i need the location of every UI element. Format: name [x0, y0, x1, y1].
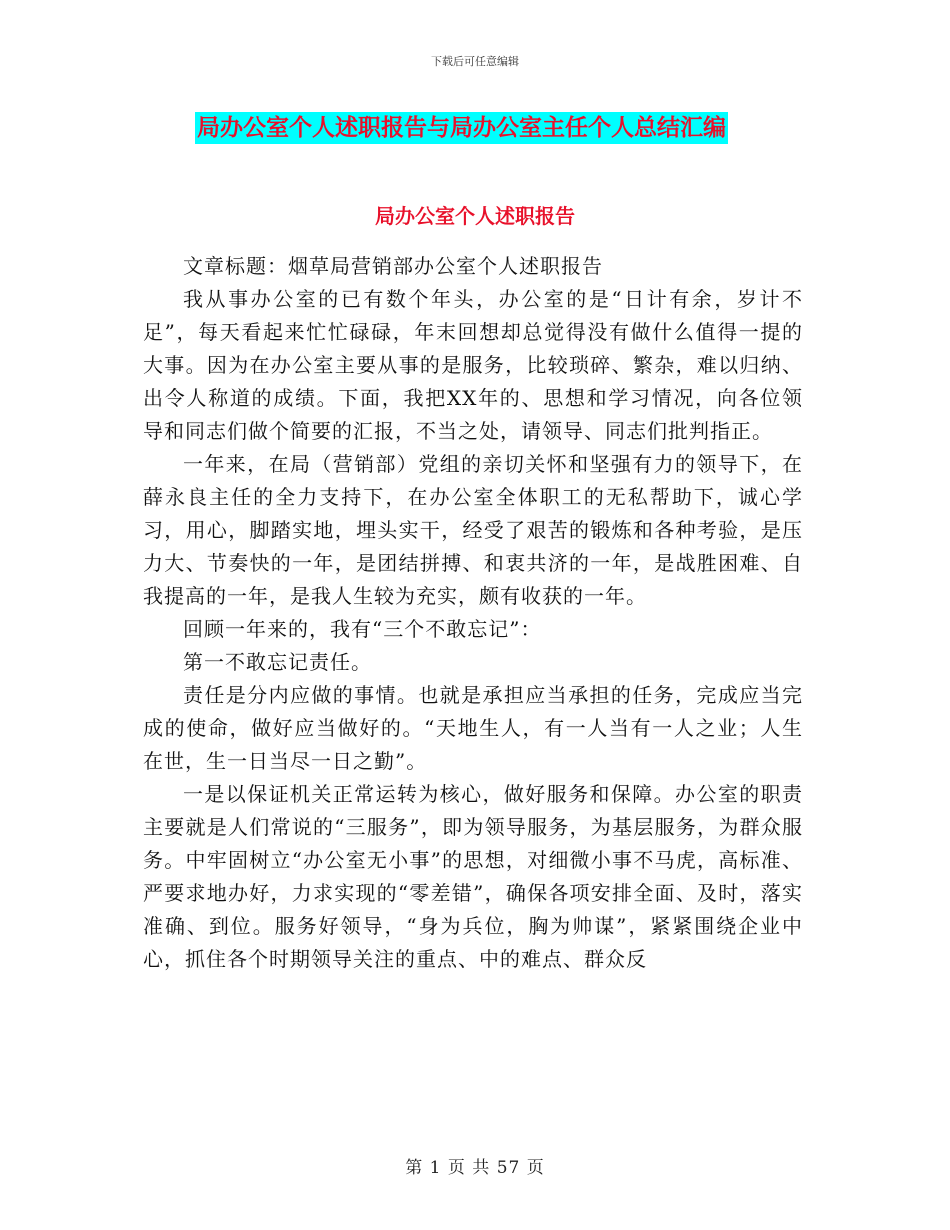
document-body: [143, 250, 803, 976]
paragraph: 一年来，在局（营销部）党组的亲切关怀和坚强有力的领导下，在薛永良主任的全力支持下，在办公室全体职工的无私帮助下，诚心学习，用心，脚踏实地，埋头实干，经受了艰苦的锻炼和各种考验，是压力大、节奏快的一年，是团结拼搏、和衷共济的一年，是战胜困难、自我提高的一年，是我人生较为充实，颇有收获的一年。: [143, 452, 803, 608]
article-title-line: 文章标题：烟草局营销部办公室个人述职报告: [183, 254, 603, 278]
header-note: 下载后可任意编辑: [431, 55, 519, 68]
paragraph: 第一不敢忘记责任。: [183, 650, 372, 674]
paragraph: 一是以保证机关正常运转为核心，做好服务和保障。办公室的职责主要就是人们常说的“三服务”，即为领导服务，为基层服务，为群众服务。中牢固树立“办公室无小事”的思想，对细微小事不马虎，高标准、严要求地办好，力求实现的“零差错”，确保各项安排全面、及时，落实准确、到位。服务好领导，“身为兵位，胸为帅谋”，紧紧围绕企业中心，抓住各个时期领导关注的重点、中的难点、群众反: [143, 782, 803, 971]
page-footer: 第 1 页 共 57 页: [405, 1158, 545, 1178]
document-main-title: 局办公室个人述职报告与局办公室主任个人总结汇编: [195, 112, 728, 144]
paragraph: 我从事办公室的已有数个年头，办公室的是“日计有余，岁计不足”，每天看起来忙忙碌碌，年末回想却总觉得没有做什么值得一提的大事。因为在办公室主要从事的是服务，比较琐碎、繁杂，难以归纳、出令人称道的成绩。下面，我把XX年的、思想和学习情况，向各位领导和同志们做个简要的汇报，不当之处，请领导、同志们批判指正。: [143, 287, 803, 443]
paragraph: 责任是分内应做的事情。也就是承担应当承担的任务，完成应当完成的使命，做好应当做好的。“天地生人，有一人当有一人之业；人生在世，生一日当尽一日之勤”。: [143, 683, 803, 773]
section-title: 局办公室个人述职报告: [375, 204, 575, 228]
paragraph: 回顾一年来的，我有“三个不敢忘记”：: [183, 617, 542, 641]
